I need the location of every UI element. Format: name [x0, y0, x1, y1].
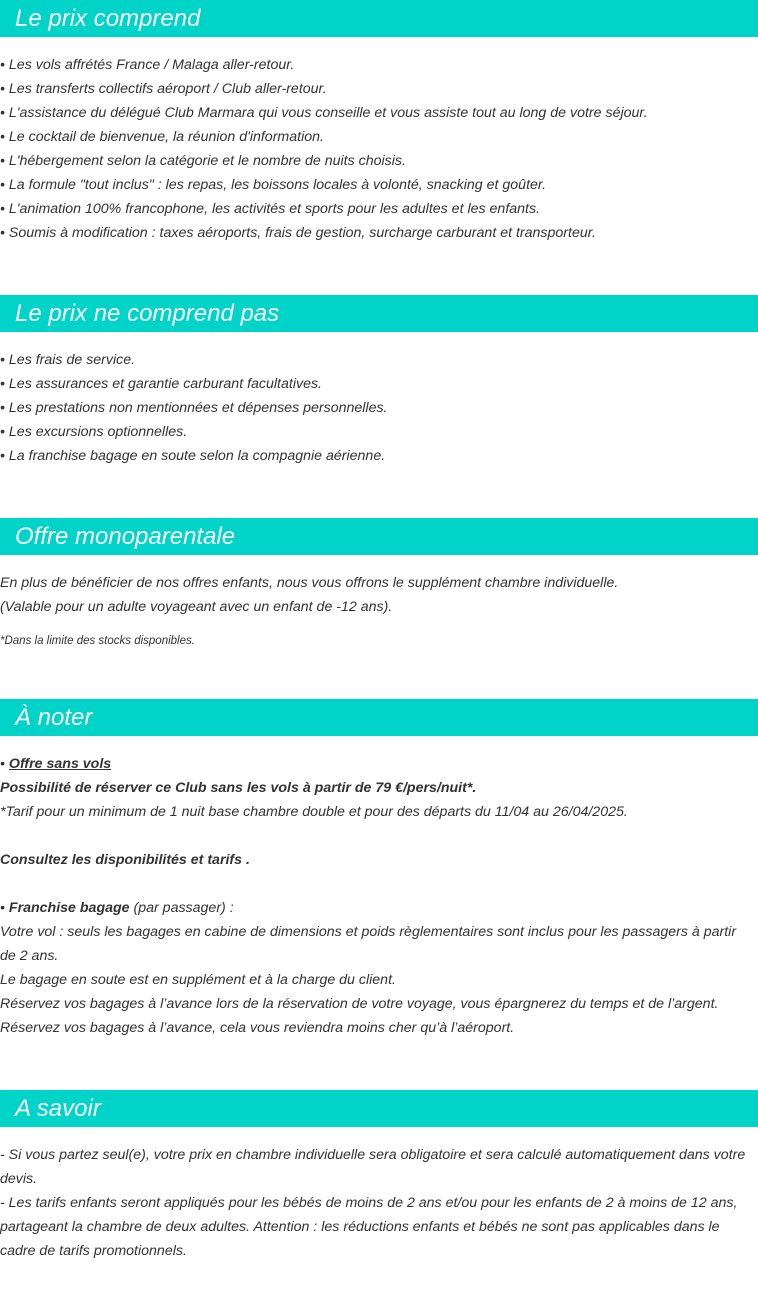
- content-a-noter: [0, 736, 758, 1040]
- list-item: • Les transferts collectifs aéroport / Club aller-retour.: [0, 81, 327, 97]
- mono-text-line: En plus de bénéficier de nos offres enfants, nous vous offrons le supplément chambre individuelle.: [0, 575, 619, 591]
- section-title-a-savoir: A savoir: [0, 1090, 758, 1127]
- list-item: • L'hébergement selon la catégorie et le nombre de nuits choisis.: [0, 153, 406, 169]
- reservez-text-1: Réservez vos bagages à l’avance lors de la réservation de votre voyage, vous épargnerez du temps et de l’argent.: [0, 996, 719, 1012]
- section-title-offre-monoparentale: Offre monoparentale: [0, 518, 758, 555]
- reservez-text-2: Réservez vos bagages à l’avance, cela vous reviendra moins cher qu’à l’aéroport.: [0, 1020, 515, 1036]
- list-item: • Les frais de service.: [0, 352, 136, 368]
- spacer: [0, 872, 752, 896]
- list-item: • Le cocktail de bienvenue, la réunion d'information.: [0, 129, 324, 145]
- list-item: • La formule "tout inclus" : les repas, les boissons locales à volonté, snacking et goûter.: [0, 177, 547, 193]
- votre-vol-text: Votre vol : seuls les bagages en cabine de dimensions et poids règlementaires sont inclus pour les passagers à partir de 2 ans.: [0, 924, 737, 964]
- section-title-a-noter: À noter: [0, 699, 758, 736]
- savoir-paragraph: - Les tarifs enfants seront appliqués pour les bébés de moins de 2 ans et/ou pour les enfants de 2 à moins de 12 ans, partageant la chambre de deux adultes. Attention : les réductions enfants et bébés ne sont pas applicables dans le cadre de tarifs promotionnels.: [0, 1195, 738, 1259]
- list-item: • L'animation 100% francophone, les activités et sports pour les adultes et les enfants.: [0, 201, 541, 217]
- franchise-bagage-line: [0, 896, 752, 920]
- franchise-bagage-label: Franchise bagage: [8, 900, 130, 916]
- list-item: • Les assurances et garantie carburant facultatives.: [0, 376, 322, 392]
- consultez-link[interactable]: Consultez les disponibilités et tarifs .: [0, 852, 250, 868]
- bagage-soute-text: Le bagage en soute est en supplément et à la charge du client.: [0, 972, 396, 988]
- list-item: • L'assistance du délégué Club Marmara qui vous conseille et vous assiste tout au long de votre séjour.: [0, 105, 648, 121]
- tarif-note: *Tarif pour un minimum de 1 nuit base chambre double et pour des départs du 11/04 au 26/04/2025.: [0, 804, 628, 820]
- list-item: • Les prestations non mentionnées et dépenses personnelles.: [0, 400, 388, 416]
- bullet: •: [0, 900, 9, 916]
- list-prix-comprend: [0, 37, 758, 245]
- section-a-savoir: [0, 1090, 758, 1263]
- possibilite-text: Possibilité de réserver ce Club sans les vols à partir de 79 €/pers/nuit*.: [0, 780, 477, 796]
- list-item: • Soumis à modification : taxes aéroports, frais de gestion, surcharge carburant et transporteur.: [0, 225, 596, 241]
- offre-sans-vols-link[interactable]: Offre sans vols: [8, 756, 112, 772]
- offre-sans-vols-line: [0, 752, 752, 776]
- section-prix-ne-comprend: [0, 295, 758, 468]
- list-prix-ne-comprend: [0, 332, 758, 468]
- savoir-paragraph: - Si vous partez seul(e), votre prix en chambre individuelle sera obligatoire et sera calculé automatiquement dans votre devis.: [0, 1147, 746, 1187]
- bullet: •: [0, 756, 9, 772]
- list-item: • Les vols affrétés France / Malaga aller-retour.: [0, 57, 295, 73]
- section-title-prix-comprend: Le prix comprend: [0, 0, 758, 37]
- list-item: • Les excursions optionnelles.: [0, 424, 188, 440]
- spacer: [0, 824, 752, 848]
- content-offre-monoparentale: [0, 555, 758, 649]
- section-a-noter: [0, 699, 758, 1040]
- section-prix-comprend: [0, 0, 758, 245]
- content-a-savoir: [0, 1127, 758, 1263]
- section-title-prix-ne-comprend: Le prix ne comprend pas: [0, 295, 758, 332]
- list-item: • La franchise bagage en soute selon la compagnie aérienne.: [0, 448, 386, 464]
- section-offre-monoparentale: [0, 518, 758, 649]
- franchise-bagage-suffix: (par passager) :: [129, 900, 234, 916]
- mono-footnote: *Dans la limite des stocks disponibles.: [0, 635, 195, 647]
- mono-text-line: (Valable pour un adulte voyageant avec un enfant de -12 ans).: [0, 599, 393, 615]
